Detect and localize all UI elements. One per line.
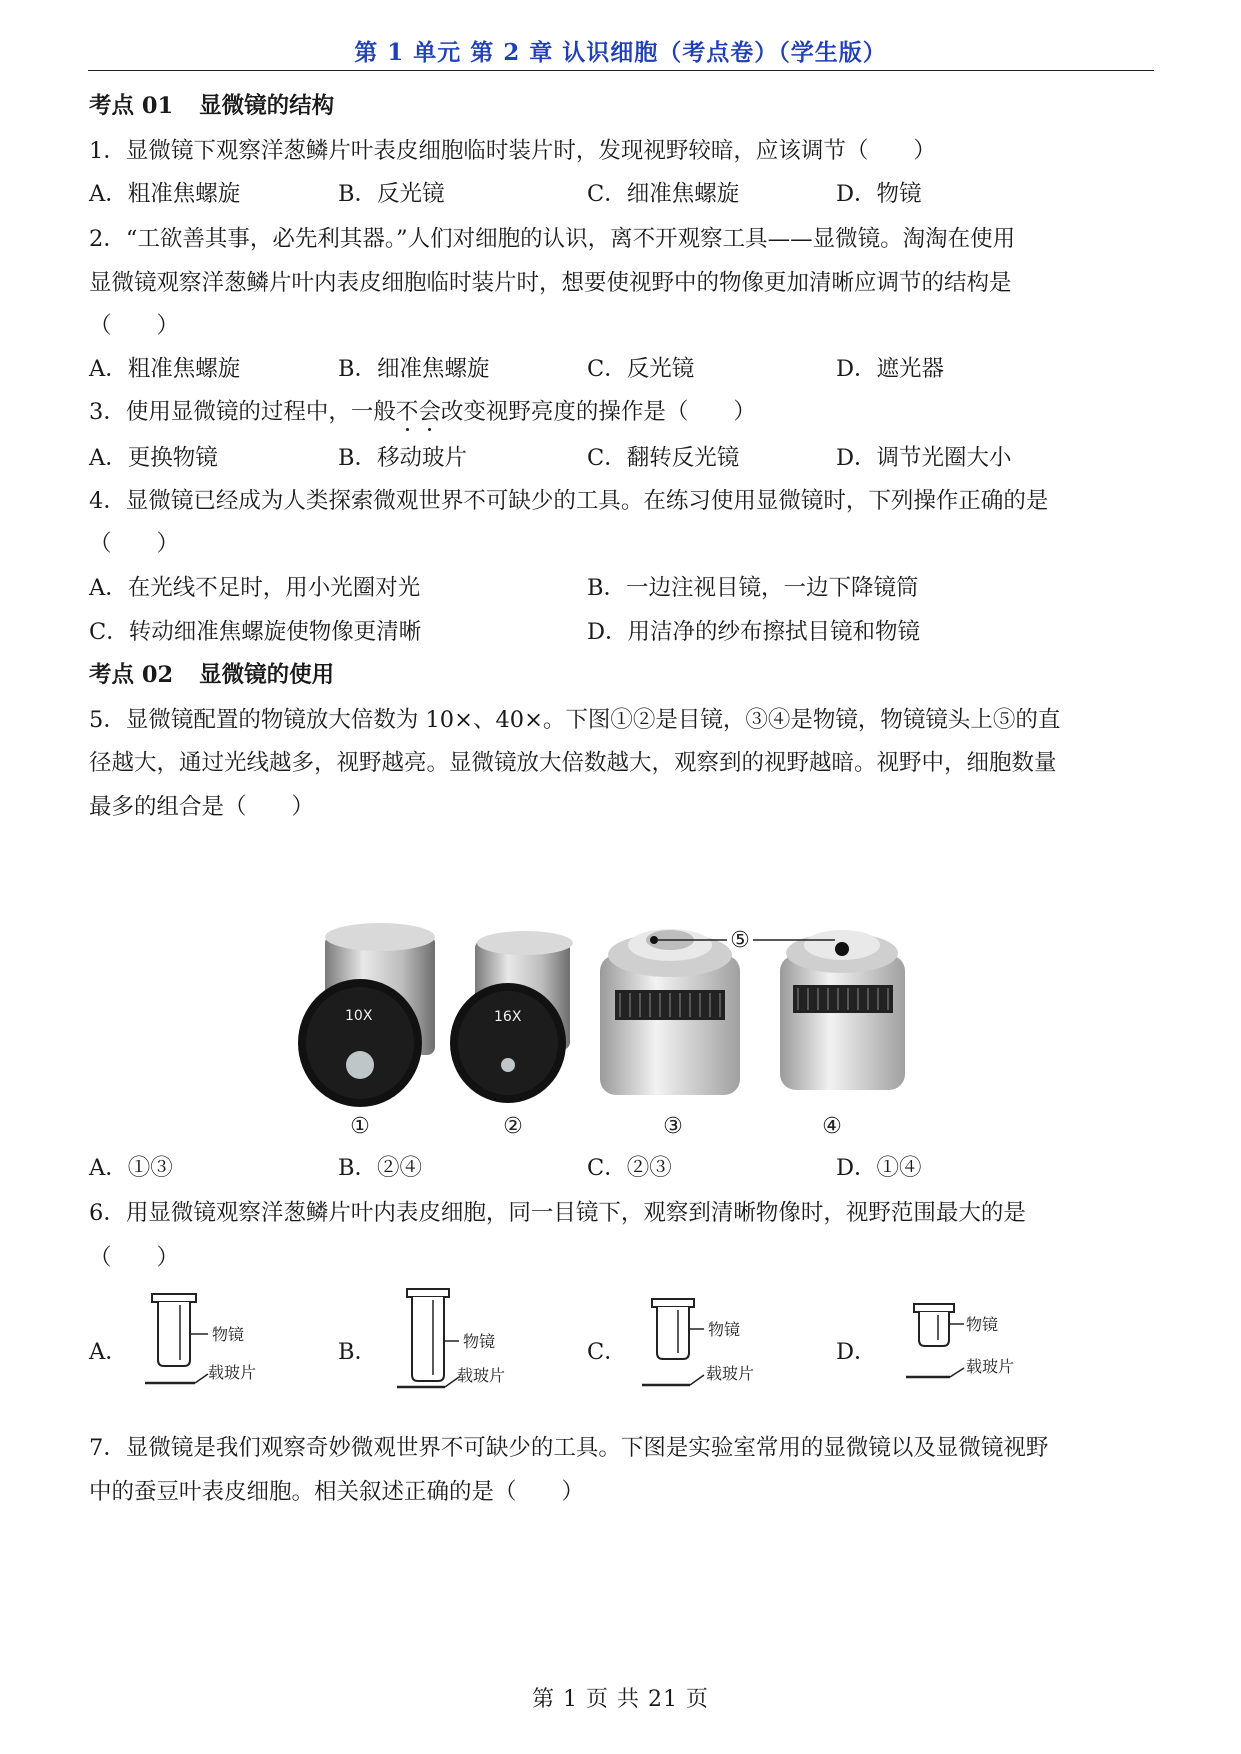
q6-option-b-diagram: [395, 1285, 545, 1390]
q3-emphasis-2: 会: [418, 399, 441, 425]
page-header-title: 第 1 单元 第 2 章 认识细胞（考点卷）（学生版）: [354, 39, 887, 66]
q6-option-a-letter: A．: [89, 1339, 128, 1365]
section-title: 显微镜的结构: [199, 93, 335, 119]
figure-label-3: ③: [663, 1114, 683, 1139]
slide-label: 载玻片: [706, 1364, 755, 1383]
question-6-line-2: （ ）: [89, 1245, 180, 1271]
question-4-line-1: 4．显微镜已经成为人类探索微观世界不可缺少的工具。在练习使用显微镜时，下列操作正确的是: [89, 488, 1049, 514]
question-2-line-2: 显微镜观察洋葱鳞片叶内表皮细胞临时装片时，想要使视野中的物像更加清晰应调节的结构是: [89, 270, 1012, 296]
slide-label: 载玻片: [208, 1363, 257, 1382]
figure-label-2: ②: [503, 1114, 523, 1139]
section-label: 考点 01: [89, 93, 174, 119]
q4-option-b: B．一边注视目镜，一边下降镜筒: [587, 575, 919, 601]
section-title: 显微镜的使用: [199, 662, 335, 688]
question-6-line-1: 6．用显微镜观察洋葱鳞片叶内表皮细胞，同一目镜下，观察到清晰物像时，视野范围最大的是: [89, 1200, 1026, 1226]
q3-emphasis-1: 不: [395, 399, 419, 425]
objective-lens-4-image: [780, 930, 905, 1090]
q1-option-d: D．物镜: [836, 181, 922, 207]
q2-option-a: A．粗准焦螺旋: [89, 356, 241, 382]
figure-label-4: ④: [822, 1114, 842, 1139]
section-heading-1: [89, 88, 334, 120]
q1-option-c: C．细准焦螺旋: [587, 181, 740, 207]
page-footer: 第 1 页 共 21 页: [532, 1687, 709, 1712]
q6-option-b-letter: B．: [338, 1339, 378, 1365]
objective-label: 物镜: [212, 1325, 245, 1344]
header-divider: [88, 70, 1154, 71]
q3-option-d: D．调节光圈大小: [836, 445, 1012, 471]
question-7-line-1: 7．显微镜是我们观察奇妙微观世界不可缺少的工具。下图是实验室常用的显微镜以及显微镜视野: [89, 1435, 1049, 1461]
eyepiece-16x-image: [450, 931, 573, 1103]
slide-label: 载玻片: [457, 1366, 506, 1385]
q4-option-c: C．转动细准焦螺旋使物像更清晰: [89, 619, 422, 645]
question-5-line-1: 5．显微镜配置的物镜放大倍数为 10×、40×。下图①②是目镜，③④是物镜，物镜镜头上⑤的直: [89, 707, 1061, 733]
q3-option-a: A．更换物镜: [89, 445, 218, 471]
objective-label: 物镜: [708, 1320, 741, 1339]
q4-option-a: A．在光线不足时，用小光圈对光: [89, 575, 421, 601]
q1-option-a: A．粗准焦螺旋: [89, 181, 241, 207]
slide-label: 载玻片: [966, 1357, 1015, 1376]
q4-option-d: D．用洁净的纱布擦拭目镜和物镜: [587, 619, 921, 645]
question-5-line-3: 最多的组合是（ ）: [89, 794, 315, 820]
q2-option-b: B．细准焦螺旋: [338, 356, 490, 382]
objective-label: 物镜: [463, 1332, 496, 1351]
eyepiece-1-mag: 10X: [345, 1008, 373, 1024]
q5-option-b: B．②④: [338, 1155, 423, 1181]
objective-label: 物镜: [966, 1315, 999, 1334]
q2-option-d: D．遮光器: [836, 356, 945, 382]
q5-option-d: D．①④: [836, 1155, 922, 1181]
question-3-text: [89, 394, 756, 426]
q5-option-c: C．②③: [587, 1155, 672, 1181]
question-1-text: 1．显微镜下观察洋葱鳞片叶表皮细胞临时装片时，发现视野较暗，应该调节（ ）: [89, 138, 936, 164]
q6-option-d-diagram: [900, 1300, 1050, 1390]
section-label: 考点 02: [89, 662, 174, 688]
q6-option-c-letter: C．: [587, 1339, 627, 1365]
q3-option-b: B．移动玻片: [338, 445, 468, 471]
q3-option-c: C．翻转反光镜: [587, 445, 740, 471]
question-4-line-2: （ ）: [89, 531, 180, 557]
q3-text-start: 3．使用显微镜的过程中，一般: [89, 399, 396, 425]
lens-figure: [280, 915, 1000, 1145]
question-5-line-2: 径越大，通过光线越多，视野越亮。显微镜放大倍数越大，观察到的视野越暗。视野中，细胞数量: [89, 750, 1057, 776]
q5-option-a: A．①③: [89, 1155, 173, 1181]
q6-option-d-letter: D．: [836, 1339, 877, 1365]
q1-option-b: B．反光镜: [338, 181, 445, 207]
eyepiece-2-mag: 16X: [494, 1009, 522, 1025]
q6-option-c-diagram: [640, 1295, 790, 1395]
eyepiece-10x-image: [298, 923, 435, 1107]
section-heading-2: [89, 657, 334, 689]
question-7-line-2: 中的蚕豆叶表皮细胞。相关叙述正确的是（ ）: [89, 1479, 585, 1505]
objective-lens-3-image: [600, 929, 740, 1095]
question-2-line-1: 2．“工欲善其事，必先利其器。”人们对细胞的认识，离不开观察工具——显微镜。淘淘在使用: [89, 226, 1016, 252]
q2-option-c: C．反光镜: [587, 356, 695, 382]
question-2-line-3: （ ）: [89, 313, 180, 339]
callout-5-label: ⑤: [730, 928, 750, 953]
figure-label-1: ①: [350, 1114, 370, 1139]
q3-text-end: 改变视野亮度的操作是（ ）: [440, 399, 756, 425]
q6-option-a-diagram: [140, 1290, 290, 1390]
